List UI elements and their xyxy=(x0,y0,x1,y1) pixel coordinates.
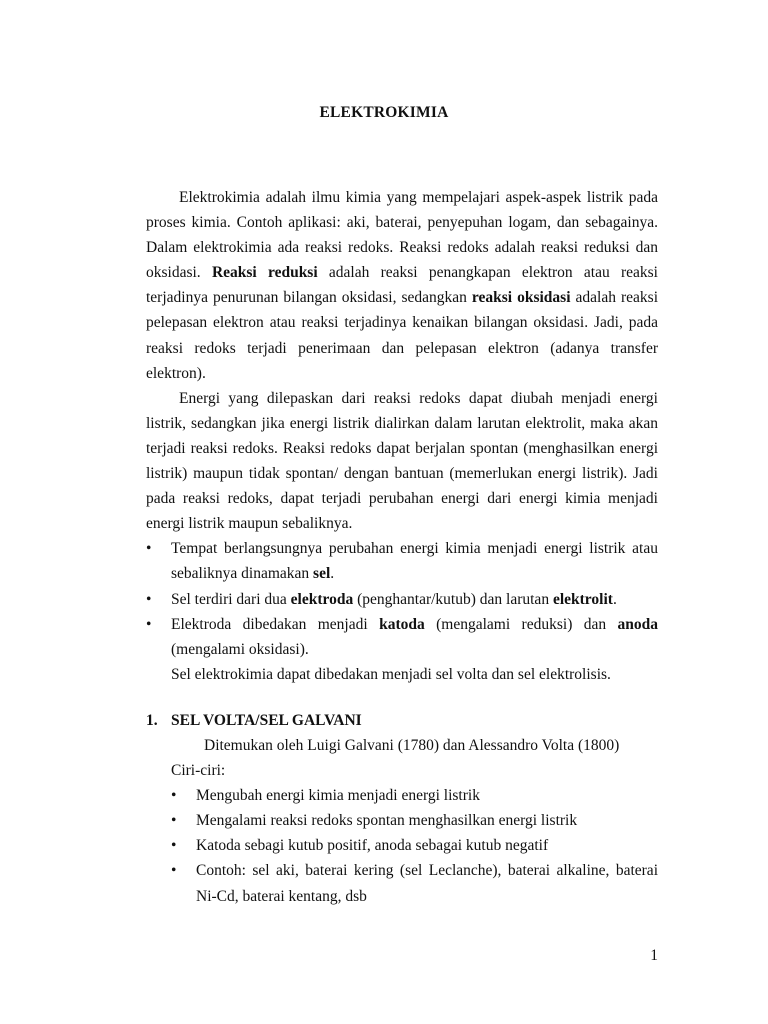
list-item-text: Mengubah energi kimia menjadi energi listrik xyxy=(196,787,480,805)
bullet-marker: • xyxy=(146,590,152,608)
list-item xyxy=(146,783,658,808)
section-heading xyxy=(146,708,658,733)
bullet-marker: • xyxy=(146,540,152,558)
page-number: 1 xyxy=(650,947,658,964)
term-reaksi-oksidasi: reaksi oksidasi xyxy=(471,289,571,307)
list-item-text: Contoh: sel aki, baterai kering (sel Leclanche), baterai alkaline, baterai Ni-Cd, baterai kentang, dsb xyxy=(196,862,658,905)
bullet-marker: • xyxy=(171,837,177,855)
bullet-text: Tempat berlangsungnya perubahan energi kimia menjadi energi listrik atau sebaliknya dinamakan xyxy=(171,540,658,583)
bullet-text-mid: (mengalami reduksi) dan xyxy=(436,615,607,633)
paragraph-energy: Energi yang dilepaskan dari reaksi redoks dapat diubah menjadi energi listrik, sedangkan jika energi listrik dialirkan dalam larutan elektrolit, maka akan terjadi reaksi redoks. Reaksi redoks dapat berjalan spontan (menghasilkan energi listrik) maupun tidak spontan/ dengan bantuan (memerlukan energi listrik). Jadi pada reaksi redoks, dapat terjadi perubahan energi dari energi kimia menjadi energi listrik maupun sebaliknya. xyxy=(146,389,658,533)
bullet-marker: • xyxy=(171,862,177,880)
bullet-text-end: . xyxy=(330,565,335,583)
list-item-text: Katoda sebagi kutub positif, anoda sebagai kutub negatif xyxy=(196,837,549,855)
section-title: SEL VOLTA/SEL GALVANI xyxy=(171,711,362,729)
list-item xyxy=(146,833,658,858)
paragraph-intro-text-d: adalah reaksi pelepasan elektron atau reaksi terjadinya kenaikan bilangan oksidasi. Jadi, pada reaksi redoks terjadi penerimaan dan pelepasan elektron (adanya transfer elektron). xyxy=(146,289,659,382)
term-anoda: anoda xyxy=(617,615,659,633)
document-body xyxy=(146,185,658,909)
list-item xyxy=(146,808,658,833)
bullet-text: Sel terdiri dari dua xyxy=(171,590,287,608)
bullet-elektroda xyxy=(146,587,658,612)
section-number: 1. xyxy=(146,711,158,729)
ciri-label: Ciri-ciri: xyxy=(171,762,226,780)
term-sel: sel xyxy=(313,565,331,583)
bullet-text-mid: (penghantar/kutub) dan larutan xyxy=(357,590,550,608)
bullet-marker: • xyxy=(146,615,152,633)
document-title: ELEKTROKIMIA xyxy=(319,104,449,121)
paragraph-intro-text-a: Elektrokimia adalah ilmu kimia yang mempelajari aspek-aspek listrik pada proses kimia. Contoh aplikasi: aki, baterai, penyepuhan logam, dan sebagainya. Dalam elektrokimia ada reaksi redoks. Reaksi redoks adalah reaksi reduksi dan oksidasi. xyxy=(146,189,658,282)
list-item xyxy=(146,858,658,908)
bullet-katoda-anoda xyxy=(146,612,658,662)
list-item-text: Mengalami reaksi redoks spontan menghasilkan energi listrik xyxy=(196,812,578,830)
bullet-text-end: . xyxy=(612,590,617,608)
bullet-sel xyxy=(146,536,658,586)
term-elektrolit: elektrolit xyxy=(552,590,613,608)
term-elektroda: elektroda xyxy=(290,590,354,608)
bullet-text: Elektroda dibedakan menjadi xyxy=(171,615,368,633)
bullet-marker: • xyxy=(171,812,177,830)
paragraph-sel-types: Sel elektrokimia dapat dibedakan menjadi sel volta dan sel elektrolisis. xyxy=(171,665,611,683)
paragraph-intro xyxy=(146,185,658,386)
bullet-text-end: (mengalami oksidasi). xyxy=(171,640,309,658)
term-katoda: katoda xyxy=(379,615,425,633)
bullet-marker: • xyxy=(171,787,177,805)
paragraph-intro-text-c: adalah reaksi penangkapan elektron atau reaksi terjadinya penurunan bilangan oksidasi, sedangkan xyxy=(146,264,658,307)
term-reaksi-reduksi: Reaksi reduksi xyxy=(211,264,318,282)
section-intro: Ditemukan oleh Luigi Galvani (1780) dan Alessandro Volta (1800) xyxy=(204,736,620,754)
